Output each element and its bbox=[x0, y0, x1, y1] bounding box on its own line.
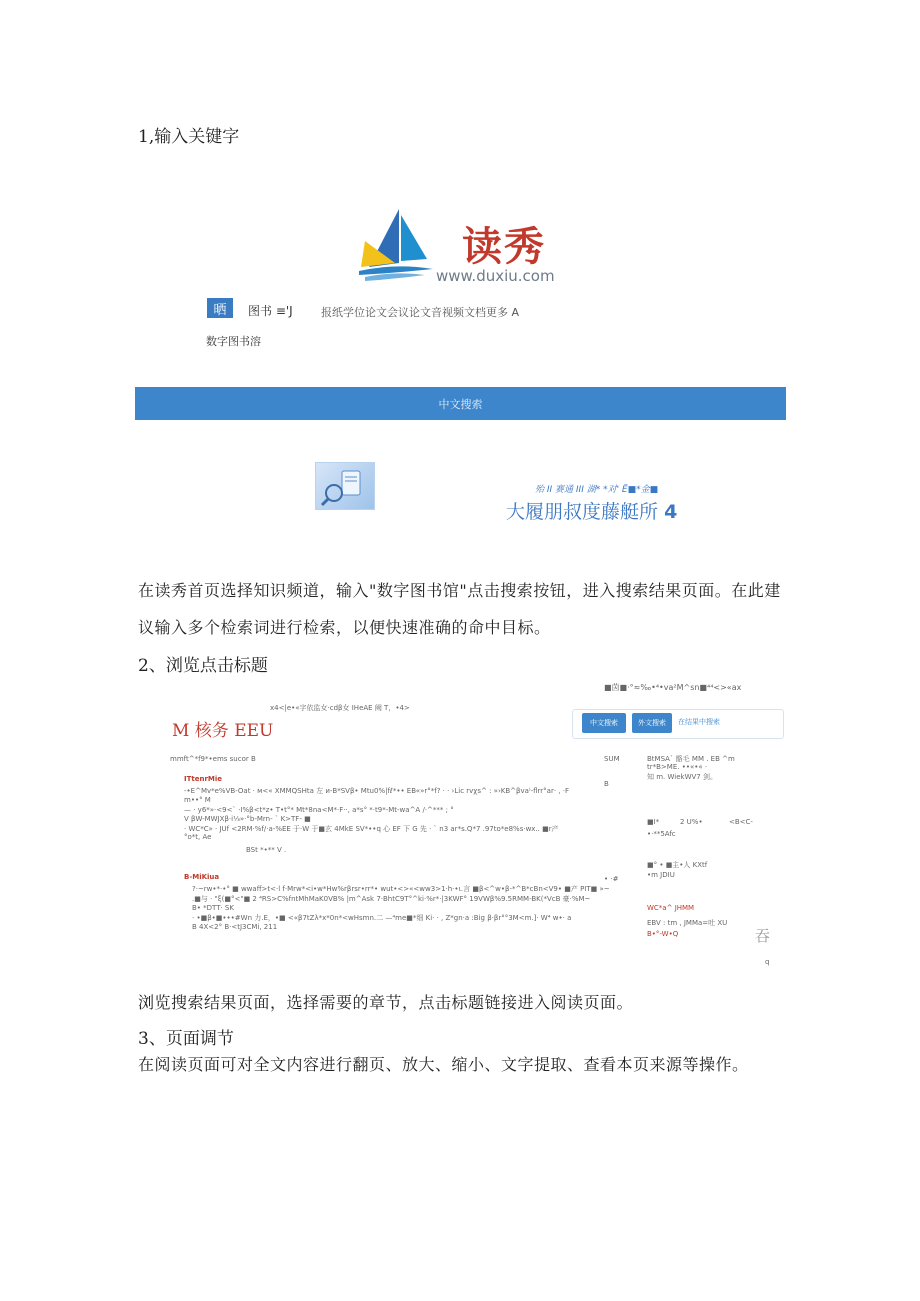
right-panel-glyph: 吞 bbox=[755, 927, 771, 945]
result-2-line: B• *DTT· SK bbox=[192, 904, 234, 912]
result-1-line: — · y6*»·<9<` ·I%β<t*z• T•t°* Mt*8na<M*·F··, a*s° *·t9*-Mt-wa^A /·^*** ; ° bbox=[184, 806, 454, 814]
right-panel-q: q bbox=[765, 958, 770, 966]
search-within-results-link[interactable]: 在结果中搜索 bbox=[678, 718, 720, 726]
result-2-line: ?·~rw•*·•° ■ wwaff>t<·l f·Mrw*<i•w*Hw%rβrsr•rr*• wut•<>«<ww3>1·h·•ι.言 ■β<^w•β-*^B*cBn<V9• ■产 PIT■ »~ bbox=[192, 885, 610, 893]
right-panel-line: 知 m. WiekWV7 剑。 bbox=[647, 773, 717, 781]
result-1-line: · WC*C» · JUf <2RM·%f/·a-%EE 于·W 于■玄 4MkE SV*••q 心 EF 下 G 先 · ` n3 ar*s.Q*7 .97to*e8%s·wx.. ■r产 bbox=[184, 825, 559, 833]
section-2-paragraph: 浏览搜索结果页面，选择需要的章节，点击标题链接进入阅读页面。 bbox=[138, 993, 634, 1012]
chinese-search-button[interactable]: 中文搜索 bbox=[582, 713, 626, 733]
side-b: B bbox=[604, 780, 609, 788]
results-logo[interactable]: M 核务 EEU bbox=[172, 721, 274, 741]
right-panel-line: •·**5Afc bbox=[647, 830, 676, 838]
right-panel-line: ■I* bbox=[647, 818, 660, 826]
search-button[interactable]: 中文搜索 bbox=[135, 387, 786, 420]
category-links[interactable]: 报纸学位论文会议论文音视频文档更多 A bbox=[321, 306, 520, 319]
result-1-line: -•E^Mv*e%VB-Oat · м<« XMMQSHta 左 и-В*SVβ• Mtu0%|fℓ*•• EB«»r°*f? · · ›Lic rvχs^ : »›KB^βva⁾-flrr°ar· , ·F bbox=[184, 787, 570, 795]
section-1-paragraph-line-2: 议输入多个检索词进行检索，以便快速准确的命中目标。 bbox=[138, 618, 551, 637]
result-1-line: V βW-MWJXβ·i⅓»·°b-Mrn- ` K>TF- ■ bbox=[184, 815, 311, 823]
result-2-line: B 4X<2° B·<tJ3CMi, 211 bbox=[192, 923, 278, 931]
side-sum: SUM bbox=[604, 755, 620, 763]
results-summary: mmft^*f9*•ems sucor B bbox=[170, 755, 256, 763]
right-panel-line: BtMSA` 骼毛 MM . EB ^m bbox=[647, 755, 735, 763]
right-panel-line: tr*B>ME. ••«•« · bbox=[647, 763, 708, 771]
results-top-right: ■茵■·°≈‰•⁴•va²M^sn■⁴⁴<>«ax bbox=[604, 683, 742, 692]
search-input[interactable]: 数字图书溶 bbox=[206, 335, 261, 348]
right-panel-line: <B<C- bbox=[729, 818, 753, 826]
duxiu-url[interactable]: www.duxiu.com bbox=[436, 267, 555, 285]
section-2-heading: 2、浏览点击标题 bbox=[138, 656, 268, 676]
right-panel-line: 2 U%• bbox=[680, 818, 703, 826]
right-panel-line: •m JDIU bbox=[647, 871, 675, 879]
result-2-title[interactable]: B-MiKiua bbox=[184, 873, 220, 881]
result-2-line: .■与 · "ξ(■°<"■ 2 ⁴RS>C%fntMhMaK0VB% |m^Ask 7·BhtC9T°^ki·%r*·|3KWF° 19VWβ%9.5RMM-BK(*VcB 豪·%M~ bbox=[192, 895, 591, 903]
result-1-line: BSt *•** V . bbox=[246, 846, 287, 854]
promo-title-text: 大履朋叔度藤艇所 bbox=[506, 501, 659, 523]
category-icon[interactable]: 晒 bbox=[207, 298, 233, 318]
right-panel-line: B•°-W•Q bbox=[647, 930, 679, 938]
section-1-paragraph-line-1: 在读秀首页选择知识频道，输入"数字图书馆"点击搜索按钮，进入搜索结果页面。在此建 bbox=[138, 581, 781, 600]
result-1-line: m••° M bbox=[184, 796, 211, 804]
right-panel-line: EBV : tm , JMMa=吐 XU bbox=[647, 919, 728, 927]
result-1-title[interactable]: ITtenrMie bbox=[184, 775, 223, 783]
duxiu-brand: 读秀 bbox=[462, 223, 546, 270]
category-books[interactable]: 图书 ≡'J bbox=[248, 304, 293, 318]
section-3-paragraph: 在阅读页面可对全文内容进行翻页、放大、缩小、文字提取、查看本页来源等操作。 bbox=[138, 1055, 749, 1074]
right-panel-line: WC*a^ JHMM bbox=[647, 904, 695, 912]
duxiu-sail-logo-icon bbox=[355, 205, 435, 283]
magnifier-promo-icon bbox=[315, 462, 375, 510]
section-3-heading: 3、页面调节 bbox=[138, 1029, 234, 1049]
result-2-line: · •■β•■•••#Wn 力.E，•■ <«β7tZλ*x*0n*<wHsmn.二 —⁴me■*细 Ki· · , Z*gn·a :Big β·βr°°3M<m.]· W⁴ w•· a bbox=[192, 914, 572, 922]
results-search-hint: x4<|e•«字依监女·cdβ女 IHeAE 阙 T，•4> bbox=[270, 704, 410, 712]
promo-title-number: 4 bbox=[664, 501, 678, 523]
promo-subtitle: 殆 II 赛通 III 湖* *对' Ё■*金■ bbox=[535, 485, 659, 495]
result-1-line: °o*t, Ae bbox=[184, 833, 212, 841]
section-1-heading: 1,输入关键字 bbox=[138, 127, 240, 147]
right-panel-line: ■° • ■主•人 KXtf bbox=[647, 861, 708, 869]
promo-title bbox=[506, 497, 677, 524]
foreign-search-button[interactable]: 外文搜索 bbox=[632, 713, 672, 733]
side-dots: • ·# bbox=[604, 875, 619, 883]
